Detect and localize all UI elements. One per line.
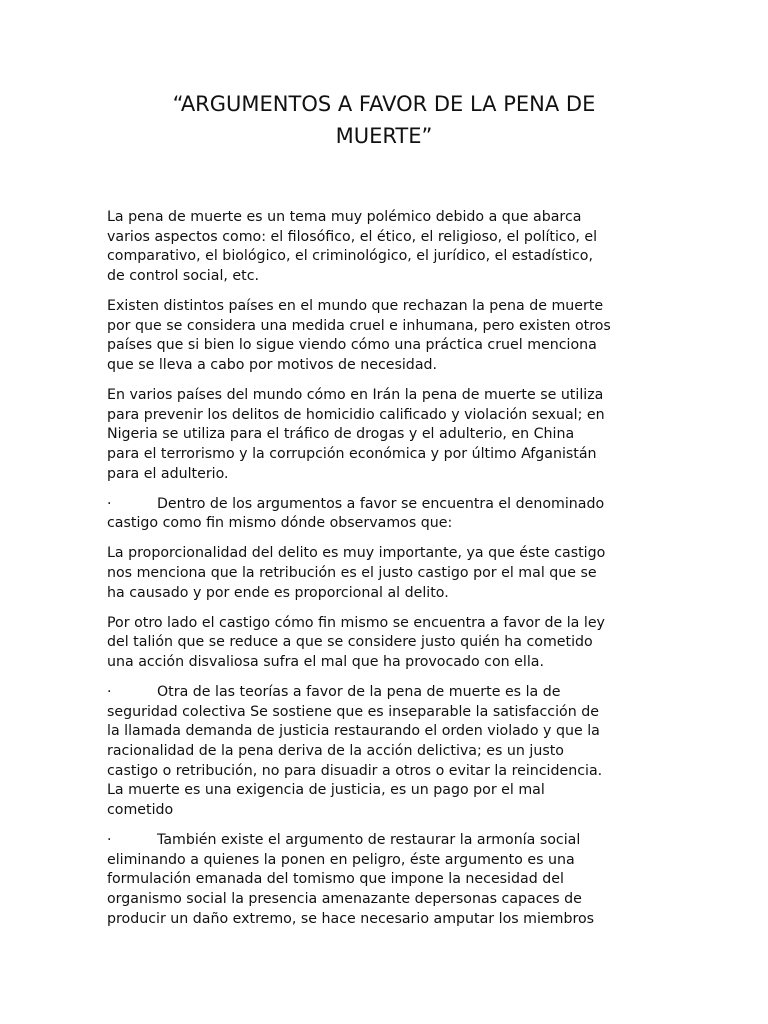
paragraph-3 (107, 386, 667, 485)
paragraph-line: varios aspectos como: el filosófico, el ético, el religioso, el político, el (107, 228, 598, 245)
bullet-paragraph-1 (107, 495, 667, 534)
paragraph-line: organismo social la presencia amenazante depersonas capaces de (107, 891, 582, 908)
paragraph-line: racionalidad de la pena deriva de la acción delictiva; es un justo (107, 743, 564, 759)
paragraph-line: En varios países del mundo cómo en Irán la pena de muerte se utiliza (107, 387, 604, 403)
paragraph-line: cometido (107, 802, 174, 819)
paragraph-1 (107, 208, 667, 287)
paragraph-line: Existen distintos países en el mundo que rechazan la pena de muerte (107, 298, 604, 314)
bullet-paragraph-3 (107, 831, 667, 930)
paragraph-line: ha causado y por ende es proporcional al delito. (107, 584, 449, 601)
paragraph-6 (107, 614, 667, 673)
paragraph-line: La muerte es una exigencia de justicia, es un pago por el mal (107, 782, 545, 799)
bullet-marker: · (107, 832, 112, 848)
paragraph-line: para el adulterio. (107, 465, 229, 482)
paragraph-line: castigo o retribución, no para disuadir a otros o evitar la reincidencia. (107, 762, 603, 779)
paragraph-line: Dentro de los argumentos a favor se encuentra el denominado (157, 495, 605, 512)
paragraph-line: por que se considera una medida cruel e inhumana, pero existen otros (107, 317, 611, 334)
bullet-marker: · (107, 495, 112, 512)
paragraph-line: formulación emanada del tomismo que impone la necesidad del (107, 871, 564, 888)
paragraph-line: una acción disvaliosa sufra el mal que ha provocado con ella. (107, 654, 544, 670)
paragraph-line: castigo como fin mismo dónde observamos que: (107, 515, 453, 532)
paragraph-line: para el terrorismo y la corrupción económica y por último Afganistán (107, 446, 597, 463)
document-body (107, 208, 667, 940)
paragraph-line: que se lleva a cabo por motivos de necesidad. (107, 357, 438, 374)
paragraph-line: para prevenir los delitos de homicidio calificado y violación sexual; en (107, 406, 605, 423)
paragraph-line: La pena de muerte es un tema muy polémico debido a que abarca (107, 209, 582, 225)
paragraph-line: eliminando a quienes la ponen en peligro, éste argumento es una (107, 851, 575, 868)
paragraph-line: países que si bien lo sigue viendo cómo una práctica cruel menciona (107, 337, 597, 354)
paragraph-line: nos menciona que la retribución es el justo castigo por el mal que se (107, 565, 597, 581)
paragraph-line: La proporcionalidad del delito es muy importante, ya que éste castigo (107, 545, 606, 562)
paragraph-line: la llamada demanda de justicia restaurando el orden violado y que la (107, 723, 600, 740)
paragraph-line: seguridad colectiva Se sostiene que es inseparable la satisfacción de (107, 703, 599, 720)
paragraph-2 (107, 297, 667, 376)
title-line-1: “ARGUMENTOS A FAVOR DE LA PENA DE (172, 92, 596, 116)
paragraph-line: Por otro lado el castigo cómo fin mismo se encuentra a favor de la ley (107, 614, 605, 631)
bullet-marker: · (107, 683, 112, 700)
paragraph-line: de control social, etc. (107, 268, 260, 285)
paragraph-5 (107, 544, 667, 603)
document-title (120, 88, 648, 152)
paragraph-line: del talión que se reduce a que se considere justo quién ha cometido (107, 634, 593, 651)
paragraph-line: Otra de las teorías a favor de la pena de muerte es la de (157, 683, 561, 700)
bullet-paragraph-2 (107, 683, 667, 821)
paragraph-line: Nigeria se utiliza para el tráfico de drogas y el adulterio, en China (107, 426, 575, 443)
title-line-2: MUERTE” (335, 124, 433, 148)
paragraph-line: comparativo, el biológico, el criminológico, el jurídico, el estadístico, (107, 248, 593, 265)
paragraph-line: producir un daño extremo, se hace necesario amputar los miembros (107, 910, 595, 927)
paragraph-line: También existe el argumento de restaurar la armonía social (157, 832, 581, 848)
